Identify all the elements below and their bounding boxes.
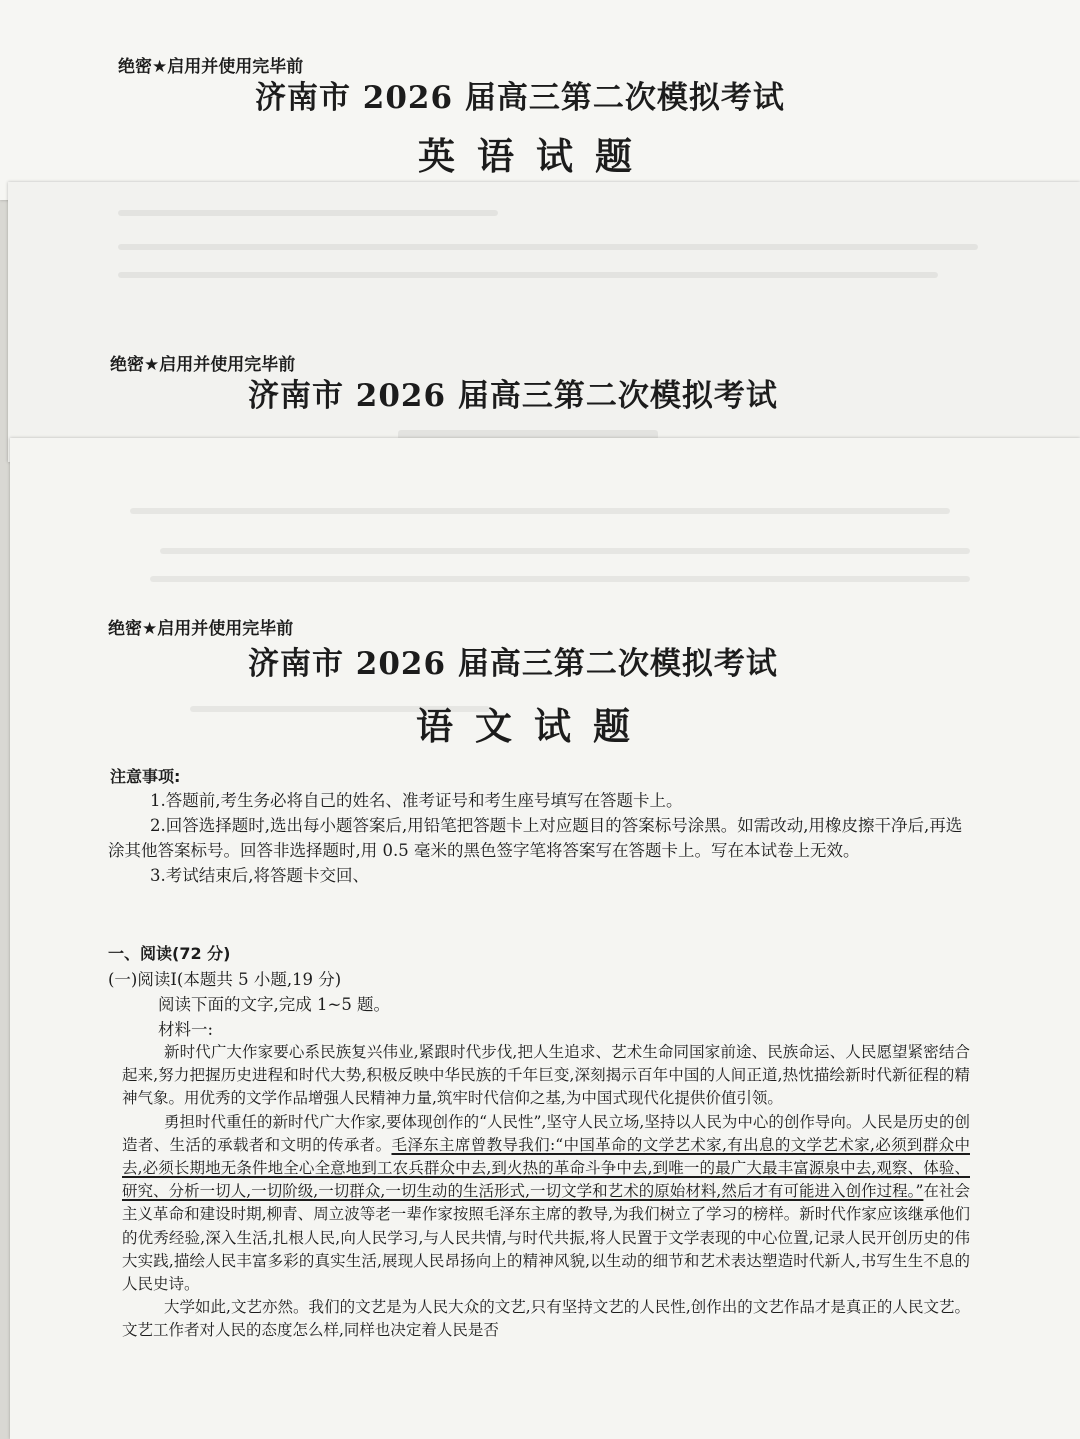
subject-title: 语文试题: [416, 704, 652, 748]
show-through-text: [118, 210, 498, 216]
reading-passage: [122, 1041, 970, 1343]
passage-paragraph: [122, 1111, 970, 1297]
show-through-text: [130, 508, 950, 514]
passage-paragraph: 新时代广大作家要心系民族复兴伟业,紧跟时代步伐,把人生追求、艺术生命同国家前途、民族命运、人民愿望紧密结合起来,努力把握历史进程和时代大势,积极反映中华民族的千年巨变,深刻揭示百年中国的人间正道,热忱描绘新时代新征程的精神气象。用优秀的文学作品增强人民精神力量,筑牢时代信仰之基,为中国式现代化提供价值引领。: [122, 1043, 970, 1108]
notice-item: 2.回答选择题时,选出每小题答案后,用铅笔把答题卡上对应题目的答案标号涂黑。如需改动,用橡皮擦干净后,再选涂其他答案标号。回答非选择题时,用 0.5 毫米的黑色签字笔将答案写在答题卡上。写在本试卷上无效。: [108, 816, 963, 860]
confidential-label: 绝密★启用并使用完毕前: [108, 619, 294, 639]
passage-paragraph: 大学如此,文艺亦然。我们的文艺是为人民大众的文艺,只有坚持文艺的人民性,创作出的文艺作品才是真正的人民文艺。文艺工作者对人民的态度怎么样,同样也决定着人民是否: [122, 1298, 970, 1340]
show-through-text: [118, 244, 978, 250]
subsection-heading: (一)阅读Ⅰ(本题共 5 小题,19 分): [108, 970, 342, 989]
second-exam-sheet: [8, 182, 1080, 462]
underlined-quote: 毛泽东主席曾教导我们:“中国革命的文学艺术家,有出息的文学艺术家,必须到群众中去,必须长期地无条件地全心全意地到工农兵群众中去,到火热的革命斗争中去,到唯一的最广大最丰富源泉中去,观察、体验、研究、分析一切人,一切阶级,一切群众,一切生动的生活形式,一切文学和艺术的原始材料,然后才有可能进入创作过程。”: [122, 1135, 970, 1201]
notice-item: 1.答题前,考生务必将自己的姓名、准考证号和考生座号填写在答题卡上。: [150, 791, 683, 810]
exam-title: 济南市 2026 届高三第二次模拟考试: [255, 80, 785, 116]
confidential-label: 绝密★启用并使用完毕前: [118, 57, 304, 77]
exam-title: 济南市 2026 届高三第二次模拟考试: [248, 378, 778, 414]
material-label: 材料一:: [158, 1020, 214, 1039]
chinese-exam-sheet: [10, 438, 1080, 1439]
confidential-label: 绝密★启用并使用完毕前: [110, 355, 296, 375]
notice-heading: 注意事项:: [110, 767, 181, 786]
show-through-text: [150, 576, 970, 582]
section-heading: 一、阅读(72 分): [108, 944, 231, 963]
english-exam-sheet: [0, 0, 1080, 200]
show-through-text: [118, 272, 938, 278]
reading-instruction: 阅读下面的文字,完成 1~5 题。: [158, 995, 391, 1014]
show-through-text: [160, 548, 970, 554]
notice-list: [108, 788, 978, 888]
paragraph-text: 在社会主义革命和建设时期,柳青、周立波等老一辈作家按照毛泽东主席的教导,为我们树立了学习的榜样。新时代作家应该继承他们的优秀经验,深入生活,扎根人民,向人民学习,与人民共情,与时代共振,将人民置于文学表现的中心位置,记录人民开创历史的伟大实践,描绘人民丰富多彩的真实生活,展现人民昂扬向上的精神风貌,以生动的细节和艺术表达塑造时代新人,书写生生不息的人民史诗。: [122, 1182, 970, 1294]
exam-title: 济南市 2026 届高三第二次模拟考试: [248, 646, 778, 682]
subject-title: 英语试题: [418, 134, 654, 178]
notice-item: 3.考试结束后,将答题卡交回、: [150, 866, 369, 885]
paragraph-text: 勇担时代重任的新时代广大作家,要体现创作的“人民性”,坚守人民立场,坚持以人民为中心的创作导向。人民是历史的创造者、生活的承载者和文明的传承者。: [122, 1112, 970, 1154]
